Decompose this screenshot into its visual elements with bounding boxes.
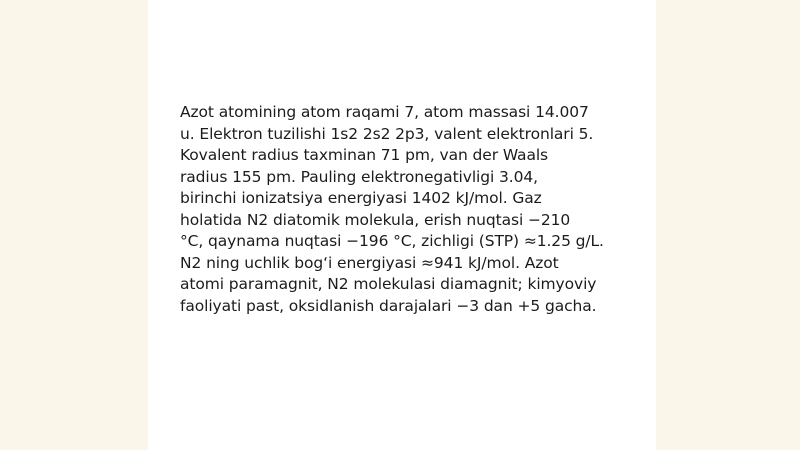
paragraph-line: °C, qaynama nuqtasi −196 °C, zichligi (STP) ≈1.25 g/L. bbox=[180, 232, 604, 250]
paragraph-line: atomi paramagnit, N2 molekulasi diamagnit; kimyoviy bbox=[180, 275, 597, 293]
paragraph-line: u. Elektron tuzilishi 1s2 2s2 2p3, valent elektronlari 5. bbox=[180, 124, 594, 143]
paragraph-line: N2 ning uchlik bog‘i energiyasi ≈941 kJ/mol. Azot bbox=[180, 253, 559, 272]
paragraph-line: holatida N2 diatomik molekula, erish nuqtasi −210 bbox=[180, 210, 571, 229]
paragraph-line: radius 155 pm. Pauling elektronegativligi 3.04, bbox=[180, 167, 538, 186]
paragraph-line: Azot atomining atom raqami 7, atom massasi 14.007 bbox=[180, 103, 589, 121]
paragraph-line: birinchi ionizatsiya energiyasi 1402 kJ/mol. Gaz bbox=[180, 189, 542, 207]
paragraph-line: faoliyati past, oksidlanish darajalari −3 dan +5 gacha. bbox=[180, 296, 597, 315]
paragraph-line: Kovalent radius taxminan 71 pm, van der Waals bbox=[180, 146, 549, 164]
body-paragraph bbox=[180, 102, 630, 317]
